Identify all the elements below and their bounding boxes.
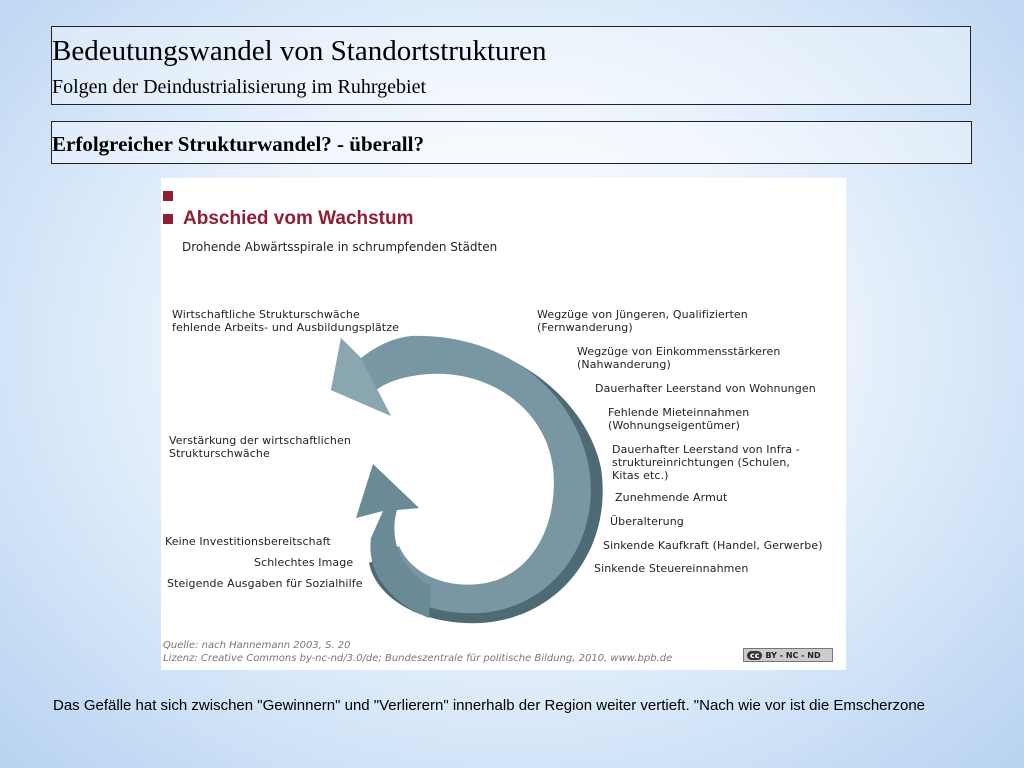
label-infrastruktur: Dauerhafter Leerstand von Infra -: [612, 443, 800, 456]
cc-license-badge: [743, 648, 833, 662]
figure-subheading: Drohende Abwärtsspirale in schrumpfenden Städten: [182, 240, 498, 254]
label-infrastruktur-3: Kitas etc.): [612, 469, 669, 482]
spiral-arrow-graphic: [161, 178, 846, 670]
label-verstaerkung-2: Strukturschwäche: [169, 447, 270, 460]
label-fernwanderung: Wegzüge von Jüngeren, Qualifizierten: [537, 308, 748, 321]
label-image: Schlechtes Image: [254, 556, 354, 569]
cc-icon: cc: [747, 651, 762, 660]
figure-source: Quelle: nach Hannemann 2003, S. 20: [163, 640, 351, 651]
label-investition: Keine Investitionsbereitschaft: [165, 535, 331, 548]
label-steuereinnahmen: Sinkende Steuereinnahmen: [594, 562, 749, 575]
section-title: Erfolgreicher Strukturwandel? - überall?: [52, 132, 424, 156]
spiral-lower-arrow: [356, 464, 431, 618]
label-mieteinnahmen-2: (Wohnungseigentümer): [608, 419, 740, 432]
slide-title: Bedeutungswandel von Standortstrukturen: [52, 35, 547, 67]
section-box: [51, 121, 972, 164]
label-strukturschwaeche: Wirtschaftliche Strukturschwäche: [172, 308, 360, 321]
label-armut: Zunehmende Armut: [615, 491, 728, 504]
label-leerstand-wohnungen: Dauerhafter Leerstand von Wohnungen: [595, 382, 816, 395]
label-arbeitsplaetze: fehlende Arbeits- und Ausbildungsplätze: [172, 321, 399, 334]
figure-heading: Abschied vom Wachstum: [183, 208, 414, 229]
label-kaufkraft: Sinkende Kaufkraft (Handel, Gerwerbe): [603, 539, 823, 552]
label-ueberalterung: Überalterung: [610, 515, 684, 528]
spiral-figure: [161, 178, 846, 670]
label-verstaerkung: Verstärkung der wirtschaftlichen: [169, 434, 351, 447]
label-nahwanderung-2: (Nahwanderung): [577, 358, 671, 371]
title-box: [51, 26, 971, 105]
label-nahwanderung: Wegzüge von Einkommensstärkeren: [577, 345, 781, 358]
slide-subtitle: Folgen der Deindustrialisierung im Ruhrgebiet: [52, 76, 427, 98]
label-infrastruktur-2: struktureinrichtungen (Schulen,: [612, 456, 790, 469]
label-mieteinnahmen: Fehlende Mieteinnahmen: [608, 406, 750, 419]
label-sozialhilfe: Steigende Ausgaben für Sozialhilfe: [167, 577, 363, 590]
footer-text: Das Gefälle hat sich zwischen "Gewinnern" und "Verlierern" innerhalb der Region weiter vertieft. "Nach wie vor ist die Emscherzone: [53, 697, 926, 714]
label-fernwanderung-2: (Fernwanderung): [537, 321, 633, 334]
figure-license: Lizenz: Creative Commons by-nc-nd/3.0/de; Bundeszentrale für politische Bildung, 2010, www.bpb.de: [163, 653, 673, 664]
cc-badge-label: BY - NC - ND: [765, 650, 821, 660]
